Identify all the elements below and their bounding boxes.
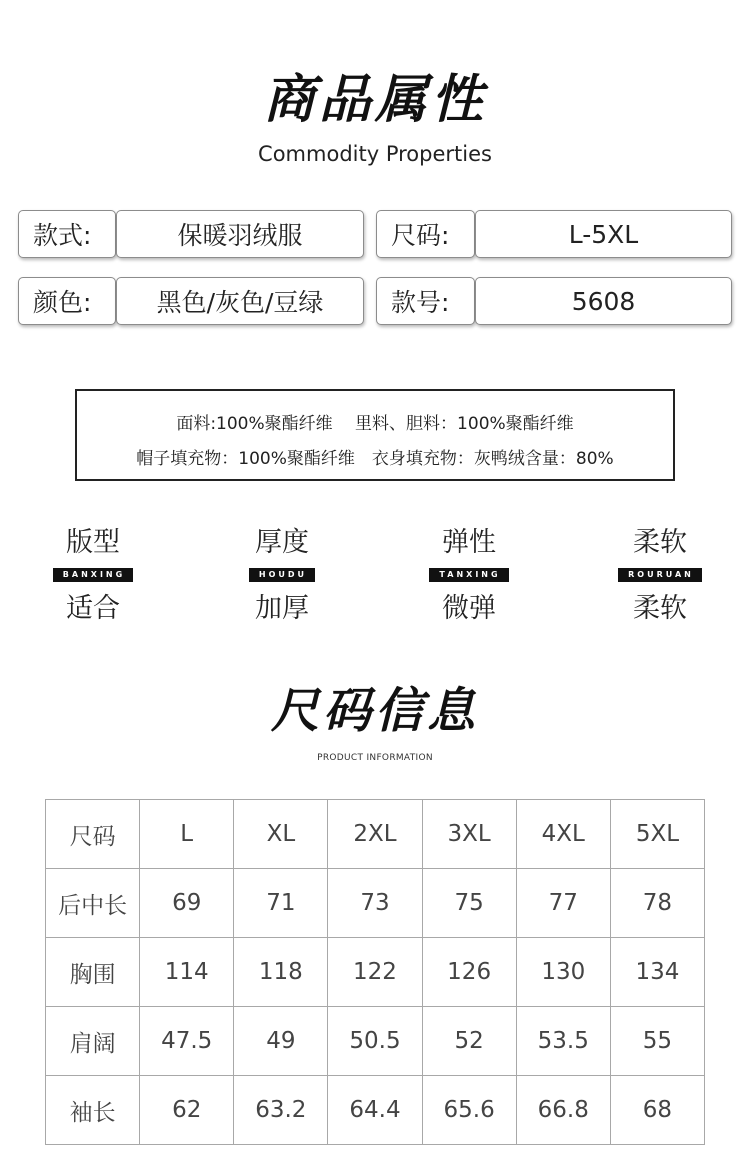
table-cell: 63.2 — [234, 1076, 328, 1145]
table-cell: 126 — [422, 938, 516, 1007]
table-cell: 114 — [140, 938, 234, 1007]
table-cell: 胸围 — [46, 938, 140, 1007]
table-cell: 77 — [516, 869, 610, 938]
table-cell: 2XL — [328, 800, 422, 869]
table-cell: 122 — [328, 938, 422, 1007]
table-cell: 47.5 — [140, 1007, 234, 1076]
attribute-name: 厚度 — [255, 527, 309, 558]
attribute-value: 适合 — [66, 593, 120, 624]
model-number-label: 款号: — [376, 277, 475, 325]
size-table — [45, 799, 705, 1145]
properties-title: 商品属性 — [262, 70, 487, 130]
table-cell: 后中长 — [46, 869, 140, 938]
table-cell: 71 — [234, 869, 328, 938]
model-number-value: 5608 — [475, 277, 732, 325]
table-cell: 尺码 — [46, 800, 140, 869]
attribute-tag: TANXING — [429, 568, 508, 582]
attribute-value: 微弹 — [442, 593, 496, 624]
table-cell: 69 — [140, 869, 234, 938]
attribute-name: 弹性 — [442, 527, 496, 558]
fabric-line-1: 面料:100%聚酯纤维 里料、胆料：100%聚酯纤维 — [176, 414, 574, 434]
table-cell: 73 — [328, 869, 422, 938]
style-value: 保暖羽绒服 — [116, 210, 364, 258]
table-cell: 50.5 — [328, 1007, 422, 1076]
size-label: 尺码: — [376, 210, 475, 258]
attribute-tag: BANXING — [53, 568, 133, 582]
attribute-tag: HOUDU — [249, 568, 315, 582]
table-cell: 130 — [516, 938, 610, 1007]
size-value: L-5XL — [475, 210, 732, 258]
fabric-info-box — [75, 389, 675, 481]
properties-subtitle: Commodity Properties — [258, 142, 492, 166]
table-cell: 62 — [140, 1076, 234, 1145]
attribute-softness — [595, 526, 725, 626]
table-cell: 66.8 — [516, 1076, 610, 1145]
attribute-thickness — [217, 526, 347, 626]
table-cell: 49 — [234, 1007, 328, 1076]
color-value: 黑色/灰色/豆绿 — [116, 277, 364, 325]
size-info-subtitle: PRODUCT INFORMATION — [317, 753, 433, 763]
attribute-elasticity — [404, 526, 534, 626]
table-row — [46, 938, 705, 1007]
table-row — [46, 869, 705, 938]
table-cell: 肩阔 — [46, 1007, 140, 1076]
fabric-line-2: 帽子填充物：100%聚酯纤维 衣身填充物：灰鸭绒含量：80% — [136, 449, 614, 469]
size-info-title: 尺码信息 — [270, 683, 479, 739]
table-cell: 118 — [234, 938, 328, 1007]
attribute-value: 柔软 — [633, 593, 687, 624]
table-cell: 52 — [422, 1007, 516, 1076]
table-cell: 75 — [422, 869, 516, 938]
table-cell: 134 — [610, 938, 704, 1007]
table-cell: 55 — [610, 1007, 704, 1076]
attribute-value: 加厚 — [255, 593, 309, 624]
table-cell: L — [140, 800, 234, 869]
table-cell: 5XL — [610, 800, 704, 869]
attribute-name: 版型 — [66, 527, 120, 558]
table-row — [46, 1007, 705, 1076]
style-label: 款式: — [18, 210, 116, 258]
table-cell: 4XL — [516, 800, 610, 869]
attribute-tag: ROURUAN — [618, 568, 702, 582]
table-cell: 53.5 — [516, 1007, 610, 1076]
table-cell: 64.4 — [328, 1076, 422, 1145]
table-cell: 袖长 — [46, 1076, 140, 1145]
color-label: 颜色: — [18, 277, 116, 325]
table-row — [46, 1076, 705, 1145]
table-cell: XL — [234, 800, 328, 869]
table-cell: 78 — [610, 869, 704, 938]
table-cell: 68 — [610, 1076, 704, 1145]
table-cell: 65.6 — [422, 1076, 516, 1145]
attribute-fit — [28, 526, 158, 626]
table-cell: 3XL — [422, 800, 516, 869]
table-header-row — [46, 800, 705, 869]
attribute-name: 柔软 — [633, 527, 687, 558]
